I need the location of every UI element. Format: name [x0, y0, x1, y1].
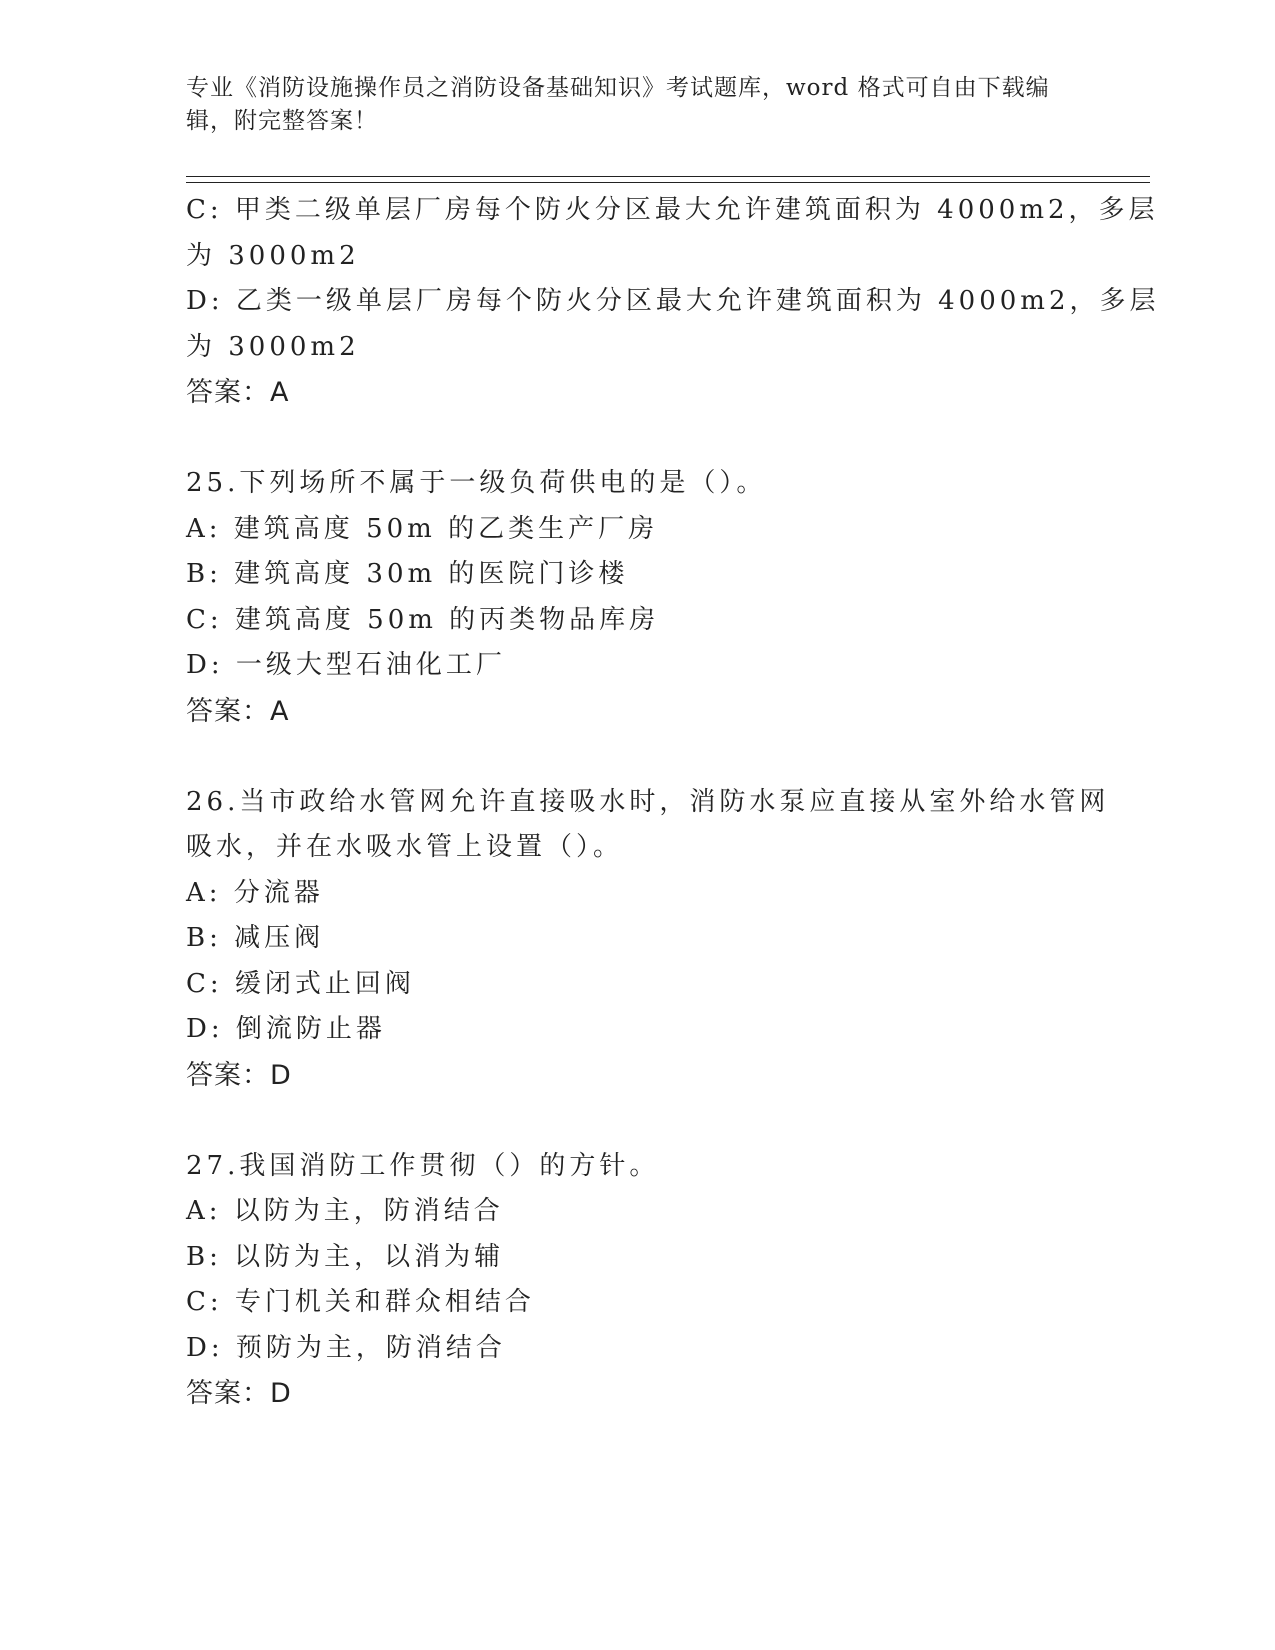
option-d: D: 预防为主，防消结合: [186, 1332, 506, 1363]
option-d: D: 乙类一级单层厂房每个防火分区最大允许建筑面积为 4000m2，多层: [186, 286, 1160, 316]
option-a: A: 以防为主，防消结合: [186, 1196, 504, 1226]
option-c: C: 缓闭式止回阀: [186, 968, 415, 999]
question-25: [186, 461, 1086, 734]
document-header-intro: 专业《消防设施操作员之消防设备基础知识》考试题库，word 格式可自由下载编辑，附完整答案！: [186, 75, 1050, 134]
option-d-wrap: 为 3000m2: [186, 331, 360, 362]
option-a: A: 建筑高度 50m 的乙类生产厂房: [186, 513, 659, 544]
option-c: C: 专门机关和群众相结合: [186, 1287, 535, 1317]
question-24-continuation: [186, 188, 1160, 416]
option-c: C: 甲类二级单层厂房每个防火分区最大允许建筑面积为 4000m2，多层: [186, 195, 1159, 225]
question-27: [186, 1144, 1086, 1417]
option-b: B: 建筑高度 30m 的医院门诊楼: [186, 559, 629, 589]
question-stem: 27.我国消防工作贯彻（）的方针。: [186, 1150, 660, 1181]
option-b: B: 以防为主，以消为辅: [186, 1241, 505, 1272]
answer-label: 答案：D: [186, 1059, 292, 1091]
option-c: C: 建筑高度 50m 的丙类物品库房: [186, 604, 660, 635]
question-26: [186, 780, 1110, 1099]
question-stem: 26.当市政给水管网允许直接吸水时，消防水泵应直接从室外给水管网: [186, 786, 1110, 817]
option-d: D: 一级大型石油化工厂: [186, 650, 506, 680]
question-content: [186, 188, 1160, 1417]
answer-label: 答案：A: [186, 377, 290, 408]
question-stem: 25.下列场所不属于一级负荷供电的是（）。: [186, 468, 767, 498]
answer-label: 答案：A: [186, 695, 290, 727]
option-b: B: 减压阀: [186, 923, 325, 953]
option-c-wrap: 为 3000m2: [186, 240, 360, 271]
question-stem-wrap: 吸水，并在水吸水管上设置（）。: [186, 832, 624, 862]
answer-label: 答案：D: [186, 1378, 292, 1409]
header-divider-top: [186, 176, 1150, 177]
header-divider-bottom: [186, 182, 1150, 183]
option-d: D: 倒流防止器: [186, 1014, 386, 1044]
option-a: A: 分流器: [186, 877, 324, 908]
